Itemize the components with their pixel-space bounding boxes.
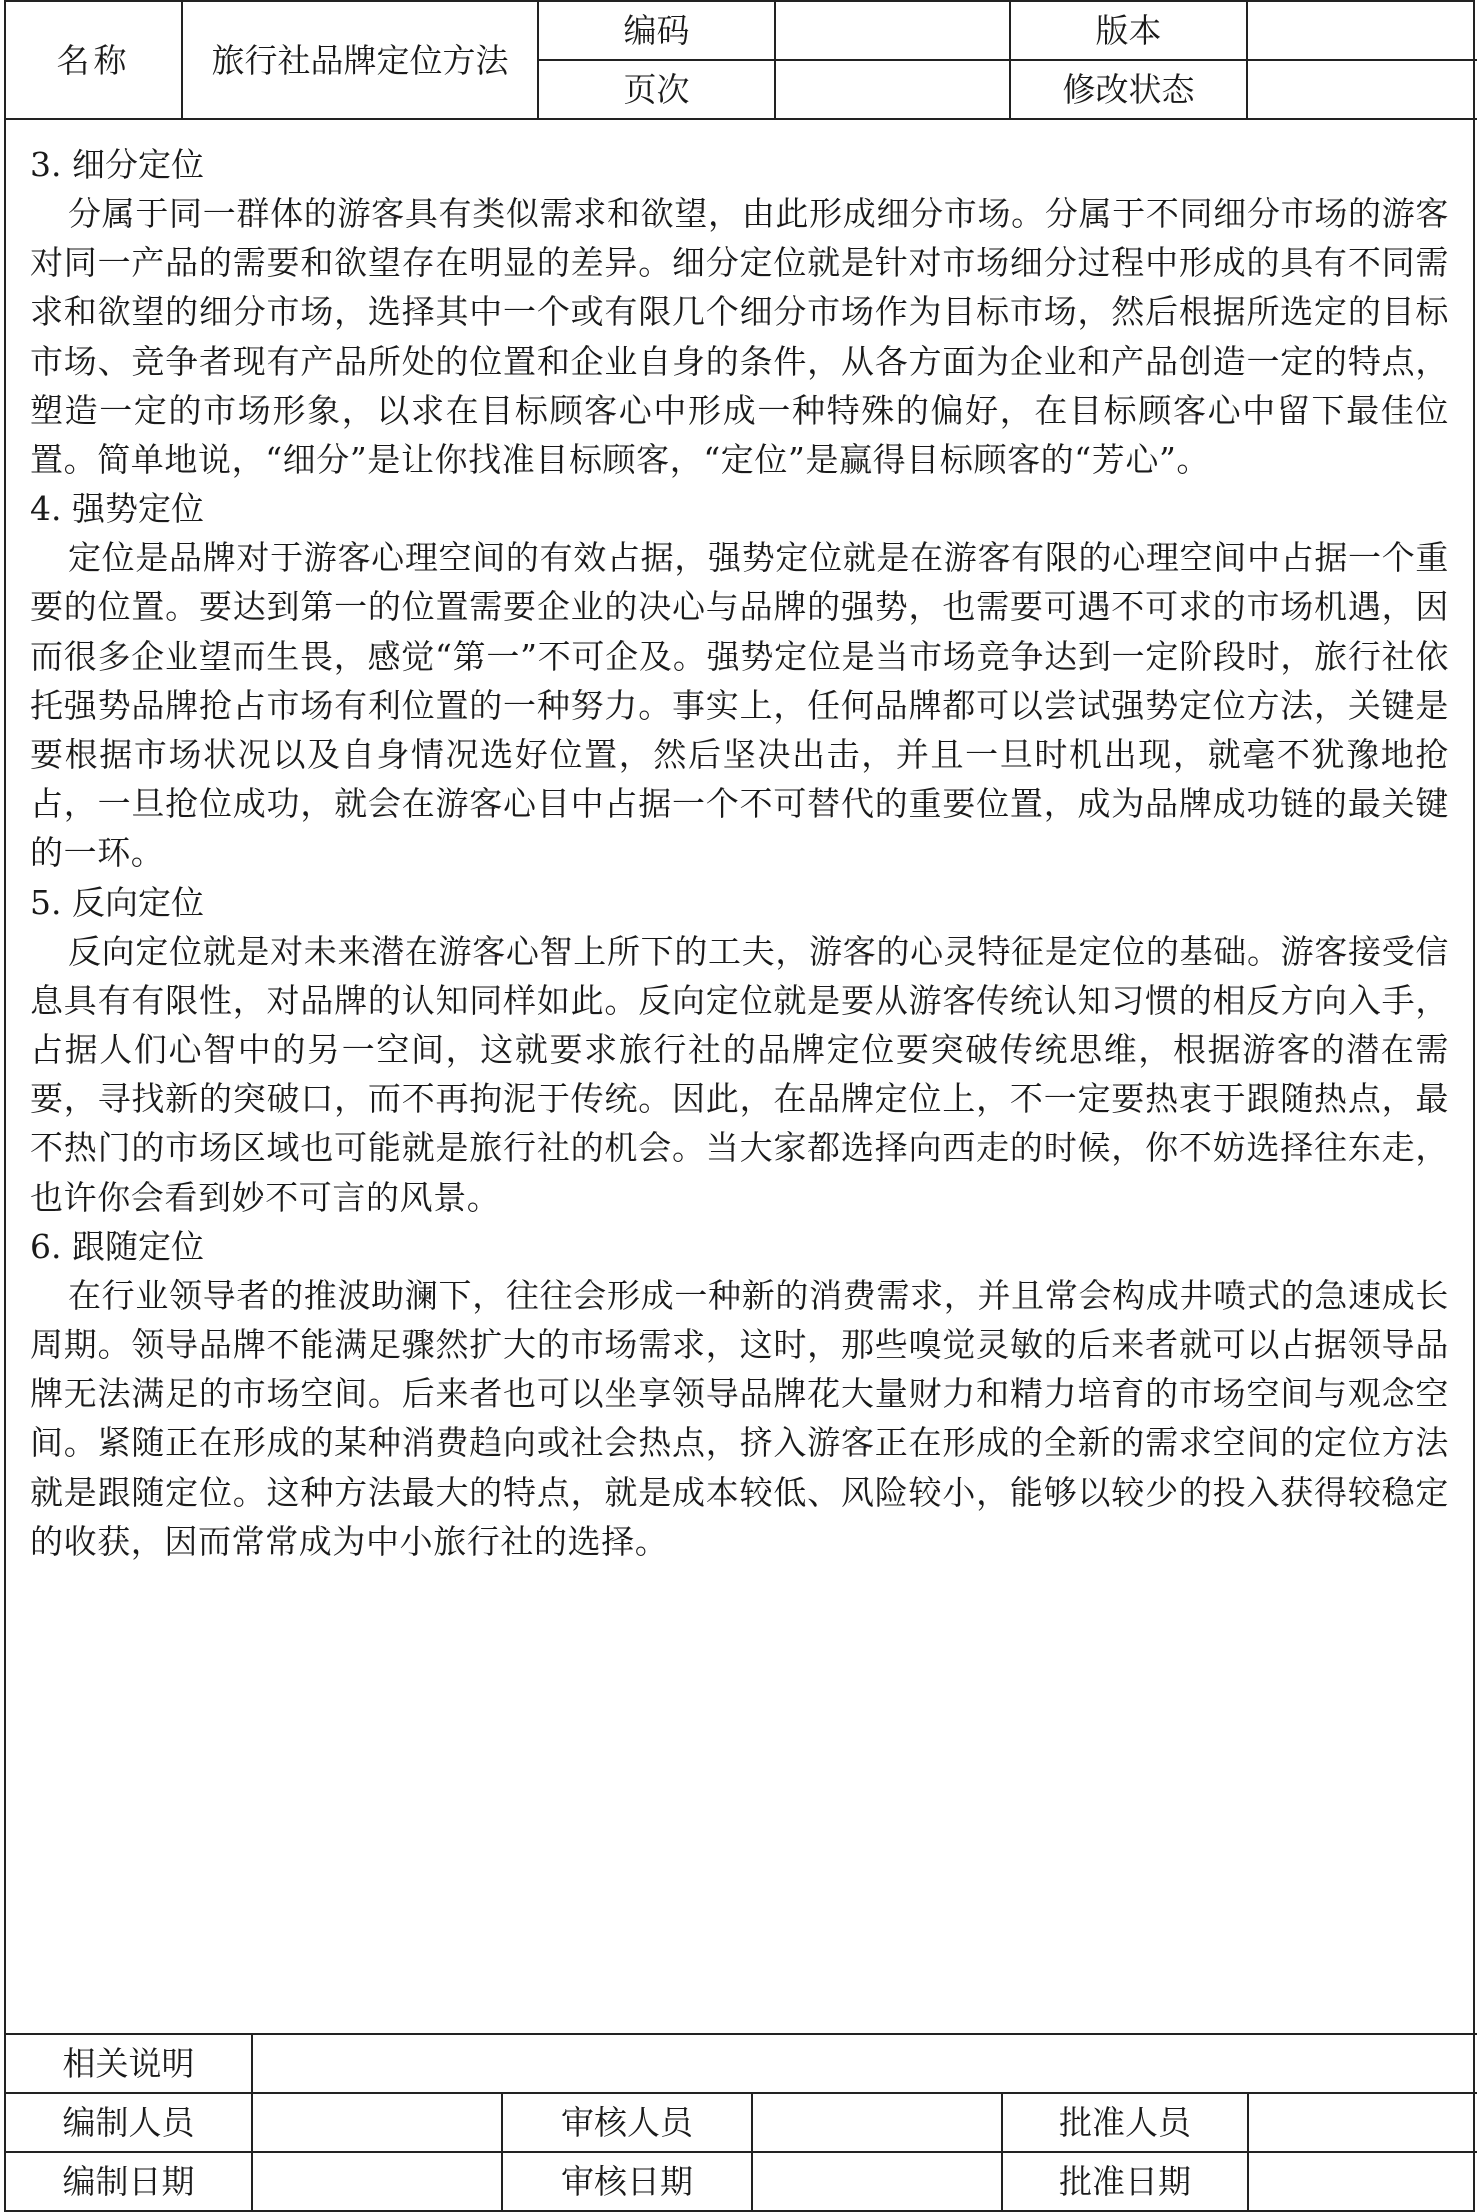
approve-date-value (1248, 2152, 1477, 2210)
page-value (775, 60, 1010, 119)
section-6-text: 在行业领导者的推波助澜下，往往会形成一种新的消费需求，并且常会构成井喷式的急速成长周期。领导品牌不能满足骤然扩大的市场需求，这时，那些嗅觉灵敏的后来者就可以占据领导品牌无法满足的市场空间。后来者也可以坐享领导品牌花大量财力和精力培育的市场空间与观念空间。紧随正在形成的某种消费趋向或社会热点，挤入游客正在形成的全新的需求空间的定位方法就是跟随定位。这种方法最大的特点，就是成本较低、风险较小，能够以较少的投入获得较稳定的收获，因而常常成为中小旅行社的选择。 (30, 1275, 1449, 1561)
document-body (6, 120, 1473, 2036)
approver-label: 批准人员 (1002, 2093, 1248, 2152)
section-3-title: 3. 细分定位 (30, 145, 204, 184)
status-value (1247, 60, 1477, 119)
status-label: 修改状态 (1010, 60, 1247, 119)
notes-label: 相关说明 (6, 2034, 252, 2093)
code-label: 编码 (538, 2, 775, 60)
footer-table (6, 2033, 1477, 2210)
code-value (775, 2, 1010, 60)
review-date-value (752, 2152, 1002, 2210)
section-3-text: 分属于同一群体的游客具有类似需求和欲望，由此形成细分市场。分属于不同细分市场的游客对同一产品的需要和欲望存在明显的差异。细分定位就是针对市场细分过程中形成的具有不同需求和欲望的细分市场，选择其中一个或有限几个细分市场作为目标市场，然后根据所选定的目标市场、竞争者现有产品所处的位置和企业自身的条件，从各方面为企业和产品创造一定的特点，塑造一定的市场形象，以求在目标顾客心中形成一种特殊的偏好，在目标顾客心中留下最佳位置。简单地说，“细分”是让你找准目标顾客，“定位”是赢得目标顾客的“芳心”。 (30, 194, 1449, 480)
section-6-title: 6. 跟随定位 (30, 1226, 204, 1266)
section-4-title: 4. 强势定位 (30, 489, 204, 529)
approve-date-label: 批准日期 (1002, 2152, 1248, 2210)
author-date-value (252, 2152, 502, 2210)
author-label: 编制人员 (6, 2093, 252, 2152)
version-label: 版本 (1010, 2, 1247, 60)
reviewer-value (752, 2093, 1002, 2152)
approver-value (1248, 2093, 1477, 2152)
author-date-label: 编制日期 (6, 2152, 252, 2210)
version-value (1247, 2, 1477, 60)
section-4-text: 定位是品牌对于游客心理空间的有效占据，强势定位就是在游客有限的心理空间中占据一个重要的位置。要达到第一的位置需要企业的决心与品牌的强势，也需要可遇不可求的市场机遇，因而很多企业望而生畏，感觉“第一”不可企及。强势定位是当市场竞争达到一定阶段时，旅行社依托强势品牌抢占市场有利位置的一种努力。事实上，任何品牌都可以尝试强势定位方法，关键是要根据市场状况以及自身情况选好位置，然后坚决出击，并且一旦时机出现，就毫不犹豫地抢占，一旦抢位成功，就会在游客心目中占据一个不可替代的重要位置，成为品牌成功链的最关键的一环。 (30, 538, 1449, 873)
section-5-text: 反向定位就是对未来潜在游客心智上所下的工夫，游客的心灵特征是定位的基础。游客接受信息具有有限性，对品牌的认知同样如此。反向定位就是要从游客传统认知习惯的相反方向入手，占据人们心智中的另一空间，这就要求旅行社的品牌定位要突破传统思维，根据游客的潜在需要，寻找新的突破口，而不再拘泥于传统。因此，在品牌定位上，不一定要热衷于跟随热点，最不热门的市场区域也可能就是旅行社的机会。当大家都选择向西走的时候，你不妨选择往东走，也许你会看到妙不可言的风景。 (30, 931, 1449, 1217)
header-table (6, 2, 1477, 120)
review-date-label: 审核日期 (502, 2152, 752, 2210)
section-5-title: 5. 反向定位 (30, 882, 204, 922)
reviewer-label: 审核人员 (502, 2093, 752, 2152)
name-label: 名称 (6, 2, 182, 119)
document-sheet (4, 0, 1475, 2212)
page-label: 页次 (538, 60, 775, 119)
notes-value (252, 2034, 1477, 2093)
author-value (252, 2093, 502, 2152)
name-value: 旅行社品牌定位方法 (182, 2, 538, 119)
